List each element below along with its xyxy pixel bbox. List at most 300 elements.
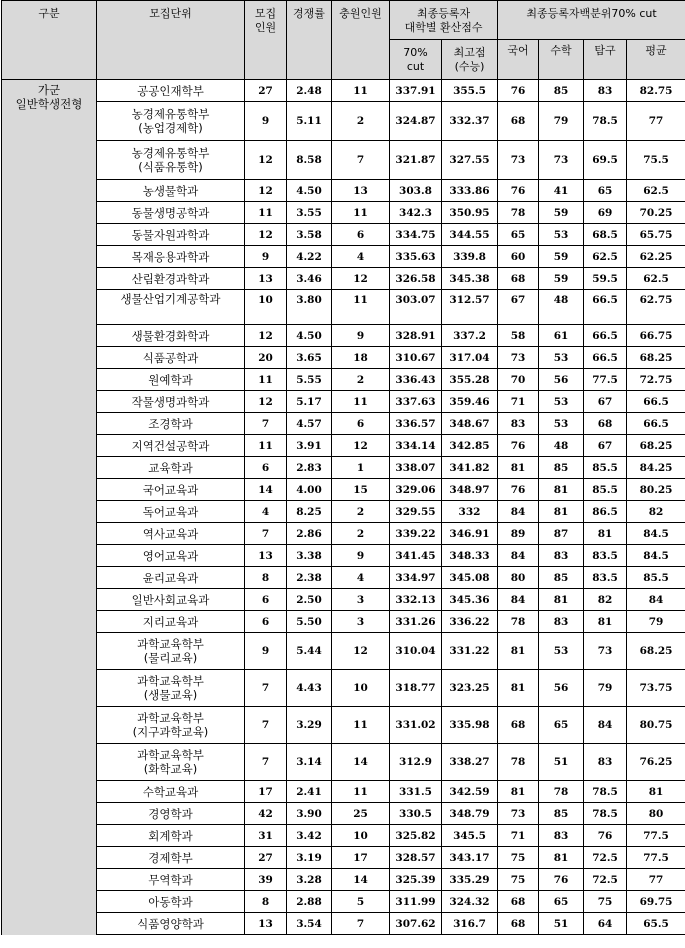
cut70-cell: 321.87: [390, 141, 442, 180]
extra-cell: 2: [332, 523, 390, 545]
competition-cell: 3.28: [287, 869, 332, 891]
explore-cell: 85.5: [584, 479, 627, 501]
cut70-cell: 328.91: [390, 325, 442, 347]
average-cell: 81: [627, 781, 685, 803]
math-cell: 85: [539, 803, 584, 825]
explore-cell: 83.5: [584, 567, 627, 589]
competition-cell: 3.19: [287, 847, 332, 869]
extra-cell: 10: [332, 825, 390, 847]
max-cell: 348.97: [442, 479, 498, 501]
average-cell: 72.75: [627, 369, 685, 391]
extra-cell: 11: [332, 781, 390, 803]
explore-cell: 69: [584, 202, 627, 224]
explore-cell: 78.5: [584, 781, 627, 803]
average-cell: 62.25: [627, 246, 685, 268]
average-cell: 73.75: [627, 670, 685, 707]
korean-cell: 68: [498, 102, 539, 141]
math-cell: 83: [539, 545, 584, 567]
extra-cell: 6: [332, 413, 390, 435]
extra-cell: 12: [332, 435, 390, 457]
cut70-cell: 341.45: [390, 545, 442, 567]
unit-name-cell: [97, 369, 245, 391]
math-cell: 56: [539, 369, 584, 391]
unit-name: 동물자원과학과: [131, 227, 210, 242]
competition-cell: 3.55: [287, 202, 332, 224]
explore-cell: 84: [584, 707, 627, 744]
unit-name: 경영학과: [148, 806, 193, 821]
quota-cell: 9: [245, 246, 287, 268]
table-row: [2, 80, 685, 102]
unit-name: 회계학과: [148, 828, 193, 843]
table-row: [2, 825, 685, 847]
table-row: [2, 369, 685, 391]
korean-cell: 68: [498, 268, 539, 290]
explore-cell: 68.5: [584, 224, 627, 246]
competition-cell: 2.41: [287, 781, 332, 803]
average-cell: 65.75: [627, 224, 685, 246]
unit-name: 영어교육과: [142, 548, 199, 563]
table-row: [2, 102, 685, 141]
table-row: [2, 141, 685, 180]
unit-name: 역사교육과: [142, 526, 199, 541]
average-cell: 82.75: [627, 80, 685, 102]
extra-cell: 2: [332, 501, 390, 523]
explore-cell: 68: [584, 413, 627, 435]
korean-cell: 76: [498, 435, 539, 457]
max-cell: 345.38: [442, 268, 498, 290]
average-cell: 77.5: [627, 825, 685, 847]
math-cell: 53: [539, 413, 584, 435]
cut70-cell: 329.55: [390, 501, 442, 523]
korean-cell: 68: [498, 891, 539, 913]
cut70-cell: 318.77: [390, 670, 442, 707]
explore-cell: 83: [584, 744, 627, 781]
cut70-cell: 329.06: [390, 479, 442, 501]
quota-cell: 27: [245, 80, 287, 102]
unit-name: 산림환경과학과: [131, 271, 210, 286]
unit-name-cell: [97, 141, 245, 180]
header-division-label: 구분: [38, 7, 60, 20]
max-cell: 348.33: [442, 545, 498, 567]
competition-cell: 4.50: [287, 180, 332, 202]
competition-cell: 3.42: [287, 825, 332, 847]
explore-cell: 78.5: [584, 102, 627, 141]
extra-cell: 14: [332, 869, 390, 891]
unit-name-cell: [97, 202, 245, 224]
unit-subname: (식품유통학): [138, 160, 203, 174]
quota-cell: 7: [245, 707, 287, 744]
table-row: [2, 202, 685, 224]
max-cell: 316.7: [442, 913, 498, 935]
quota-cell: 12: [245, 224, 287, 246]
quota-cell: 27: [245, 847, 287, 869]
quota-cell: 12: [245, 180, 287, 202]
average-cell: 77: [627, 869, 685, 891]
table-row: [2, 847, 685, 869]
math-cell: 53: [539, 391, 584, 413]
korean-cell: 81: [498, 633, 539, 670]
cut70-cell: 331.5: [390, 781, 442, 803]
header-final-reg-line2: 대학별 환산점수: [404, 21, 483, 34]
math-cell: 81: [539, 501, 584, 523]
average-cell: 68.25: [627, 633, 685, 670]
unit-name: 과학교육학부: [137, 674, 204, 688]
unit-subname: (물리교육): [143, 651, 198, 665]
cut70-cell: 338.07: [390, 457, 442, 479]
extra-cell: 11: [332, 290, 390, 325]
unit-name: 식품영양학과: [137, 916, 204, 931]
header-average: [627, 40, 685, 80]
unit-name: 목재응용과학과: [131, 249, 210, 264]
extra-cell: 14: [332, 744, 390, 781]
header-division: [2, 1, 97, 80]
max-cell: 342.85: [442, 435, 498, 457]
header-percentile: [498, 1, 685, 40]
korean-cell: 76: [498, 80, 539, 102]
competition-cell: 2.88: [287, 891, 332, 913]
math-cell: 48: [539, 435, 584, 457]
unit-name-cell: [97, 825, 245, 847]
table-row: [2, 246, 685, 268]
table-row: [2, 457, 685, 479]
unit-name: 식품공학과: [142, 350, 199, 365]
quota-cell: 13: [245, 913, 287, 935]
unit-name: 농경제유통학부: [131, 107, 210, 121]
table-row: [2, 180, 685, 202]
explore-cell: 83.5: [584, 545, 627, 567]
header-max-line1: 최고점: [453, 45, 486, 59]
cut70-cell: 336.57: [390, 413, 442, 435]
unit-name: 수학교육과: [142, 784, 199, 799]
quota-cell: 14: [245, 479, 287, 501]
cut70-cell: 328.57: [390, 847, 442, 869]
extra-cell: 5: [332, 891, 390, 913]
competition-cell: 3.65: [287, 347, 332, 369]
math-cell: 79: [539, 102, 584, 141]
korean-cell: 80: [498, 567, 539, 589]
max-cell: 359.46: [442, 391, 498, 413]
unit-subname: (지구과학교육): [132, 725, 209, 739]
header-math: [539, 40, 584, 80]
unit-name: 지역건설공학과: [131, 438, 210, 453]
max-cell: 338.27: [442, 744, 498, 781]
average-cell: 66.75: [627, 325, 685, 347]
table-row: [2, 633, 685, 670]
unit-name: 생물산업기계공학과: [120, 292, 221, 306]
max-cell: 345.5: [442, 825, 498, 847]
max-cell: 317.04: [442, 347, 498, 369]
max-cell: 341.82: [442, 457, 498, 479]
explore-cell: 78.5: [584, 803, 627, 825]
header-competition: [287, 1, 332, 80]
competition-cell: 3.90: [287, 803, 332, 825]
math-cell: 59: [539, 202, 584, 224]
max-cell: 346.91: [442, 523, 498, 545]
unit-name: 생물환경화학과: [131, 328, 210, 343]
korean-cell: 71: [498, 825, 539, 847]
average-cell: 70.25: [627, 202, 685, 224]
math-cell: 59: [539, 268, 584, 290]
unit-name-cell: [97, 803, 245, 825]
table-row: [2, 567, 685, 589]
cut70-cell: 342.3: [390, 202, 442, 224]
unit-name: 무역학과: [148, 872, 193, 887]
header-korean: [498, 40, 539, 80]
korean-cell: 78: [498, 744, 539, 781]
math-cell: 87: [539, 523, 584, 545]
unit-name-cell: [97, 80, 245, 102]
cut70-cell: 325.39: [390, 869, 442, 891]
competition-cell: 2.50: [287, 589, 332, 611]
extra-cell: 4: [332, 567, 390, 589]
competition-cell: 2.48: [287, 80, 332, 102]
explore-cell: 59.5: [584, 268, 627, 290]
average-cell: 84: [627, 589, 685, 611]
extra-cell: 6: [332, 224, 390, 246]
unit-name: 공공인재학부: [137, 83, 204, 98]
korean-cell: 84: [498, 501, 539, 523]
quota-cell: 8: [245, 891, 287, 913]
explore-cell: 64: [584, 913, 627, 935]
unit-name-cell: [97, 633, 245, 670]
average-cell: 82: [627, 501, 685, 523]
average-cell: 75.5: [627, 141, 685, 180]
explore-cell: 66.5: [584, 325, 627, 347]
cut70-cell: 310.04: [390, 633, 442, 670]
math-cell: 53: [539, 347, 584, 369]
competition-cell: 2.38: [287, 567, 332, 589]
table-row: [2, 479, 685, 501]
korean-cell: 81: [498, 781, 539, 803]
math-cell: 85: [539, 80, 584, 102]
korean-cell: 89: [498, 523, 539, 545]
quota-cell: 4: [245, 501, 287, 523]
max-cell: 337.2: [442, 325, 498, 347]
competition-cell: 2.86: [287, 523, 332, 545]
unit-name-cell: [97, 869, 245, 891]
extra-cell: 3: [332, 611, 390, 633]
unit-name: 과학교육학부: [137, 748, 204, 762]
extra-cell: 2: [332, 369, 390, 391]
header-average-label: 평균: [645, 44, 667, 57]
explore-cell: 67: [584, 435, 627, 457]
table-row: [2, 869, 685, 891]
group-line1: 가군: [37, 83, 61, 97]
unit-name-cell: [97, 589, 245, 611]
korean-cell: 73: [498, 141, 539, 180]
average-cell: 77.5: [627, 847, 685, 869]
explore-cell: 76: [584, 825, 627, 847]
table-row: [2, 803, 685, 825]
unit-subname: (화학교육): [143, 762, 198, 776]
average-cell: 69.75: [627, 891, 685, 913]
quota-cell: 31: [245, 825, 287, 847]
explore-cell: 69.5: [584, 141, 627, 180]
unit-name: 동물생명공학과: [131, 205, 210, 220]
extra-cell: 1: [332, 457, 390, 479]
explore-cell: 62.5: [584, 246, 627, 268]
max-cell: 355.28: [442, 369, 498, 391]
max-cell: 348.67: [442, 413, 498, 435]
korean-cell: 68: [498, 707, 539, 744]
extra-cell: 2: [332, 102, 390, 141]
korean-cell: 83: [498, 413, 539, 435]
competition-cell: 3.14: [287, 744, 332, 781]
explore-cell: 86.5: [584, 501, 627, 523]
extra-cell: 11: [332, 391, 390, 413]
math-cell: 59: [539, 246, 584, 268]
cut70-cell: 324.87: [390, 102, 442, 141]
table-row: [2, 545, 685, 567]
competition-cell: 3.91: [287, 435, 332, 457]
korean-cell: 84: [498, 589, 539, 611]
table-row: [2, 391, 685, 413]
cut70-cell: 334.75: [390, 224, 442, 246]
explore-cell: 85.5: [584, 457, 627, 479]
extra-cell: 13: [332, 180, 390, 202]
math-cell: 53: [539, 633, 584, 670]
explore-cell: 82: [584, 589, 627, 611]
cut70-cell: 312.9: [390, 744, 442, 781]
quota-cell: 6: [245, 457, 287, 479]
korean-cell: 75: [498, 847, 539, 869]
korean-cell: 65: [498, 224, 539, 246]
unit-name-cell: [97, 611, 245, 633]
math-cell: 81: [539, 479, 584, 501]
competition-cell: 5.55: [287, 369, 332, 391]
average-cell: 65.5: [627, 913, 685, 935]
average-cell: 68.25: [627, 347, 685, 369]
table-row: [2, 435, 685, 457]
header-quota-line1: 모집: [254, 7, 277, 20]
unit-name: 국어교육과: [142, 482, 199, 497]
max-cell: 348.79: [442, 803, 498, 825]
explore-cell: 77.5: [584, 369, 627, 391]
math-cell: 85: [539, 457, 584, 479]
max-cell: 323.25: [442, 670, 498, 707]
unit-name: 독어교육과: [142, 504, 199, 519]
korean-cell: 76: [498, 479, 539, 501]
quota-cell: 10: [245, 290, 287, 325]
table-row: [2, 413, 685, 435]
explore-cell: 66.5: [584, 290, 627, 325]
quota-cell: 39: [245, 869, 287, 891]
average-cell: 66.5: [627, 413, 685, 435]
competition-cell: 3.80: [287, 290, 332, 325]
unit-name-cell: [97, 290, 245, 325]
header-cut70: [390, 40, 442, 80]
extra-cell: 25: [332, 803, 390, 825]
max-cell: 345.08: [442, 567, 498, 589]
extra-cell: 17: [332, 847, 390, 869]
unit-name: 교육학과: [148, 460, 193, 475]
korean-cell: 75: [498, 869, 539, 891]
math-cell: 73: [539, 141, 584, 180]
unit-name: 조경학과: [148, 416, 193, 431]
competition-cell: 4.00: [287, 479, 332, 501]
extra-cell: 10: [332, 670, 390, 707]
unit-subname: (농업경제학): [138, 121, 203, 135]
table-row: [2, 670, 685, 707]
competition-cell: 5.50: [287, 611, 332, 633]
cut70-cell: 332.13: [390, 589, 442, 611]
math-cell: 78: [539, 781, 584, 803]
competition-cell: 2.83: [287, 457, 332, 479]
average-cell: 62.5: [627, 268, 685, 290]
korean-cell: 81: [498, 457, 539, 479]
cut70-cell: 334.97: [390, 567, 442, 589]
explore-cell: 81: [584, 611, 627, 633]
math-cell: 51: [539, 913, 584, 935]
math-cell: 56: [539, 670, 584, 707]
explore-cell: 65: [584, 180, 627, 202]
extra-cell: 11: [332, 80, 390, 102]
unit-name: 일반사회교육과: [131, 592, 210, 607]
cut70-cell: 311.99: [390, 891, 442, 913]
explore-cell: 72.5: [584, 869, 627, 891]
extra-cell: 15: [332, 479, 390, 501]
math-cell: 65: [539, 707, 584, 744]
extra-cell: 4: [332, 246, 390, 268]
unit-name-cell: [97, 707, 245, 744]
explore-cell: 73: [584, 633, 627, 670]
quota-cell: 9: [245, 633, 287, 670]
unit-name-cell: [97, 847, 245, 869]
table-row: [2, 224, 685, 246]
unit-name: 농경제유통학부: [131, 146, 210, 160]
average-cell: 84.25: [627, 457, 685, 479]
math-cell: 81: [539, 847, 584, 869]
average-cell: 80: [627, 803, 685, 825]
quota-cell: 9: [245, 102, 287, 141]
korean-cell: 60: [498, 246, 539, 268]
max-cell: 324.32: [442, 891, 498, 913]
header-competition-label: 경쟁률: [293, 7, 325, 20]
max-cell: 331.22: [442, 633, 498, 670]
unit-name-cell: [97, 102, 245, 141]
average-cell: 62.75: [627, 290, 685, 325]
header-final-reg: [390, 1, 498, 40]
explore-cell: 81: [584, 523, 627, 545]
header-extra-label: 충원인원: [339, 7, 382, 20]
unit-name-cell: [97, 523, 245, 545]
table-row: [2, 268, 685, 290]
unit-name: 과학교육학부: [137, 637, 204, 651]
table-row: [2, 913, 685, 935]
unit-name-cell: [97, 457, 245, 479]
header-unit: [97, 1, 245, 80]
max-cell: 355.5: [442, 80, 498, 102]
extra-cell: 12: [332, 633, 390, 670]
unit-name-cell: [97, 891, 245, 913]
table-row: [2, 523, 685, 545]
quota-cell: 20: [245, 347, 287, 369]
competition-cell: 3.38: [287, 545, 332, 567]
group-cell: [2, 80, 97, 935]
unit-name-cell: [97, 347, 245, 369]
unit-name: 과학교육학부: [137, 711, 204, 725]
max-cell: 333.86: [442, 180, 498, 202]
average-cell: 62.5: [627, 180, 685, 202]
quota-cell: 11: [245, 369, 287, 391]
max-cell: 335.98: [442, 707, 498, 744]
unit-name-cell: [97, 670, 245, 707]
average-cell: 85.5: [627, 567, 685, 589]
extra-cell: 3: [332, 589, 390, 611]
header-percentile-label: 최종등록자백분위70% cut: [526, 7, 657, 20]
competition-cell: 8.58: [287, 141, 332, 180]
unit-name: 아동학과: [148, 894, 193, 909]
